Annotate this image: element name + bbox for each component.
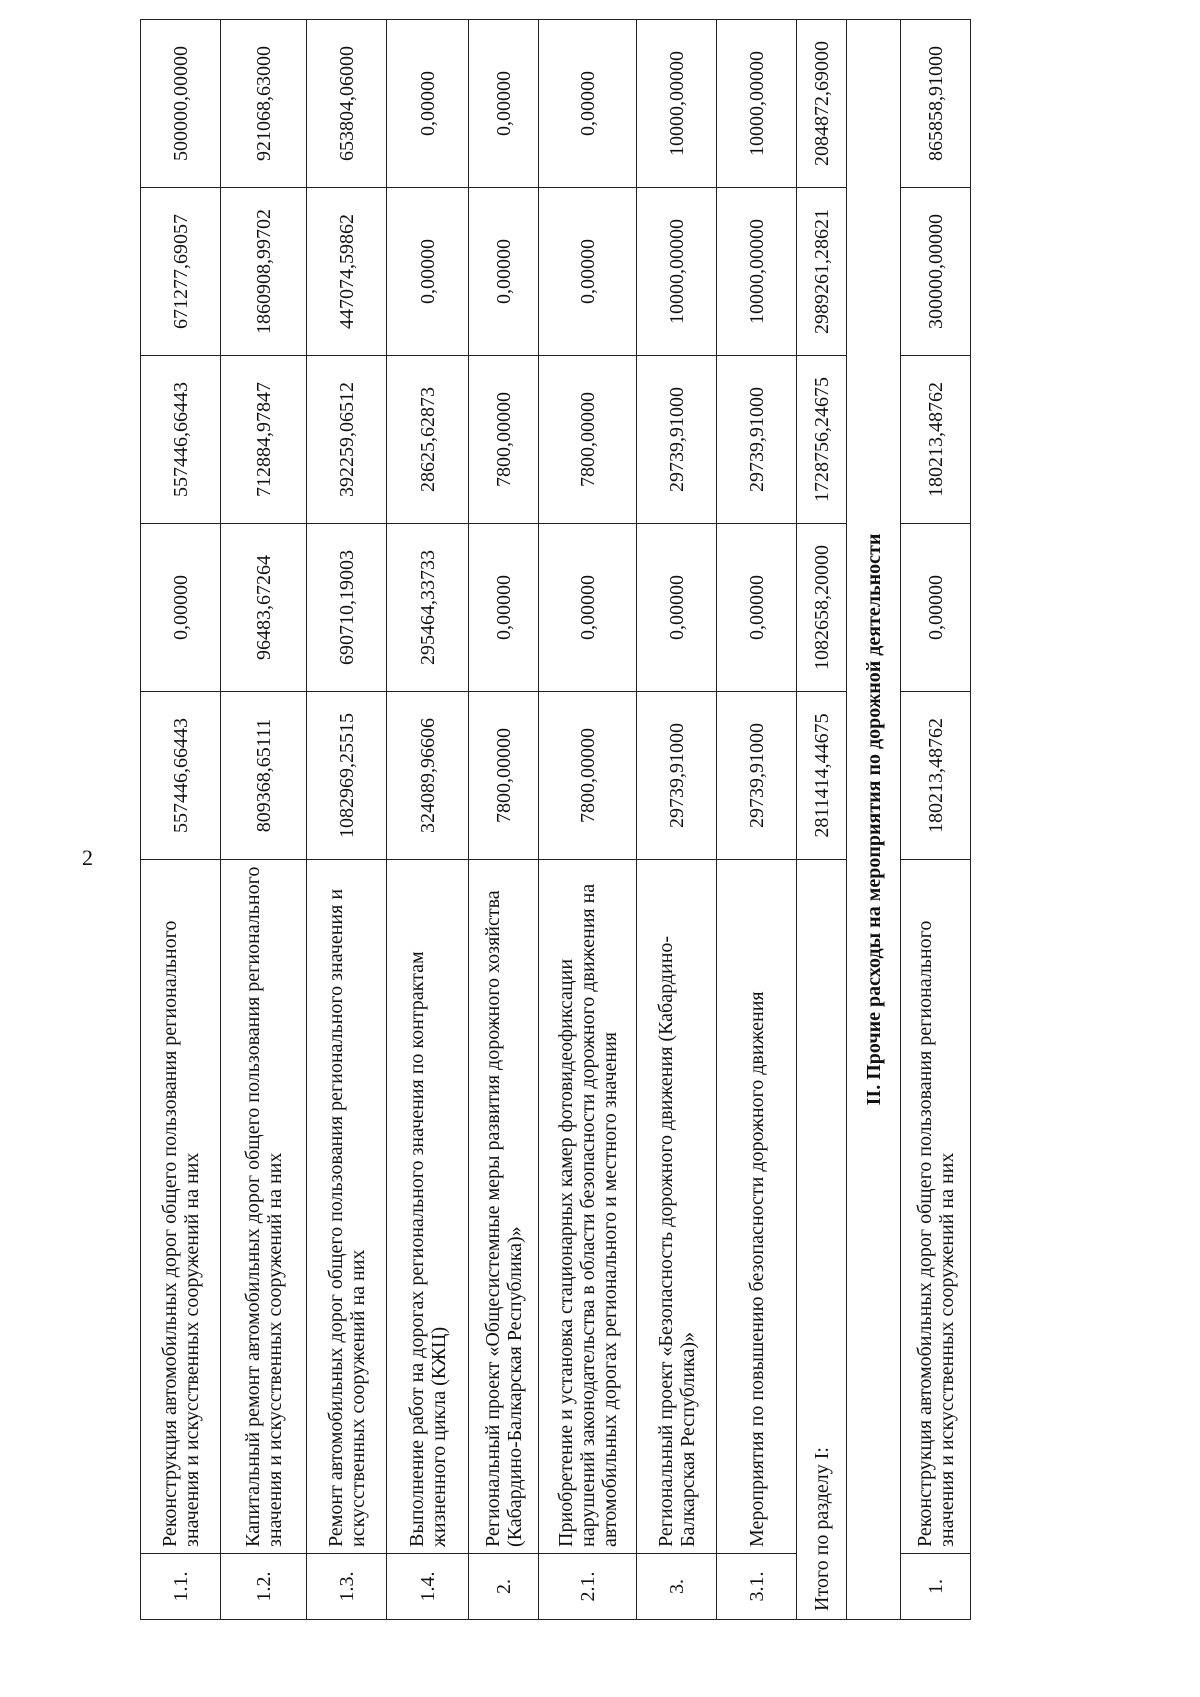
row-value: 447074,59862 [307, 188, 387, 356]
row-value: 671277,69057 [141, 188, 221, 356]
row-value: 10000,00000 [717, 188, 797, 356]
total-value: 1082658,20000 [797, 524, 847, 692]
table-row [717, 20, 797, 1620]
table-row [221, 20, 307, 1620]
row-value: 0,00000 [539, 20, 637, 188]
row-value: 500000,00000 [141, 20, 221, 188]
row-number: 1. [901, 1554, 971, 1620]
row-value: 29739,91000 [717, 356, 797, 524]
row-value: 0,00000 [539, 524, 637, 692]
row-name: Выполнение работ на дорогах регионального значения по контрактам жизненного цикла (КЖЦ) [387, 860, 469, 1554]
row-value: 0,00000 [901, 524, 971, 692]
total-label: Итого по разделу I: [797, 860, 847, 1620]
row-number: 2. [469, 1554, 539, 1620]
row-value: 653804,06000 [307, 20, 387, 188]
row-name: Приобретение и установка стационарных камер фотовидеофиксации нарушений законодательства в области безопасности дорожного движения на автомобильных дорогах регионального и местного значения [539, 860, 637, 1554]
row-number: 3.1. [717, 1554, 797, 1620]
row-value: 557446,66443 [141, 356, 221, 524]
row-value: 7800,00000 [539, 356, 637, 524]
table-row [387, 20, 469, 1620]
row-value: 809368,65111 [221, 692, 307, 860]
row-value: 28625,62873 [387, 356, 469, 524]
row-name: Капитальный ремонт автомобильных дорог общего пользования регионального значения и искусственных сооружений на них [221, 860, 307, 1554]
row-value: 712884,97847 [221, 356, 307, 524]
row-value: 29739,91000 [637, 692, 717, 860]
row-value: 96483,67264 [221, 524, 307, 692]
row-value: 10000,00000 [717, 20, 797, 188]
row-value: 7800,00000 [539, 692, 637, 860]
row-value: 180213,48762 [901, 692, 971, 860]
row-value: 0,00000 [469, 524, 539, 692]
row-number: 1.2. [221, 1554, 307, 1620]
row-value: 0,00000 [539, 188, 637, 356]
total-value: 2084872,69000 [797, 20, 847, 188]
row-value: 300000,00000 [901, 188, 971, 356]
row-value: 0,00000 [141, 524, 221, 692]
row-value: 0,00000 [717, 524, 797, 692]
table-row [307, 20, 387, 1620]
row-name: Региональный проект «Безопасность дорожного движения (Кабардино-Балкарская Республика)» [637, 860, 717, 1554]
total-value: 2989261,28621 [797, 188, 847, 356]
row-value: 557446,66443 [141, 692, 221, 860]
row-number: 2.1. [539, 1554, 637, 1620]
row-number: 1.1. [141, 1554, 221, 1620]
row-value: 921068,63000 [221, 20, 307, 188]
road-expenditure-table [140, 19, 971, 1620]
row-value: 29739,91000 [717, 692, 797, 860]
section-header-row [847, 20, 901, 1620]
row-value: 0,00000 [387, 188, 469, 356]
row-value: 1860908,99702 [221, 188, 307, 356]
row-value: 0,00000 [469, 188, 539, 356]
row-name: Мероприятия по повышению безопасности дорожного движения [717, 860, 797, 1554]
row-value: 324089,96606 [387, 692, 469, 860]
row-value: 690710,19003 [307, 524, 387, 692]
row-value: 865858,91000 [901, 20, 971, 188]
row-number: 3. [637, 1554, 717, 1620]
row-value: 10000,00000 [637, 188, 717, 356]
row-name: Ремонт автомобильных дорог общего пользования регионального значения и искусственных сооружений на них [307, 860, 387, 1554]
row-value: 7800,00000 [469, 356, 539, 524]
total-row [797, 20, 847, 1620]
row-value: 7800,00000 [469, 692, 539, 860]
page-number: 2 [82, 845, 93, 870]
section-title: II. Прочие расходы на мероприятия по дорожной деятельности [847, 20, 901, 1620]
row-value: 1082969,25515 [307, 692, 387, 860]
table-row [141, 20, 221, 1620]
row-number: 1.4. [387, 1554, 469, 1620]
table-row [637, 20, 717, 1620]
row-value: 295464,33733 [387, 524, 469, 692]
total-value: 1728756,24675 [797, 356, 847, 524]
row-value: 0,00000 [387, 20, 469, 188]
row-value: 0,00000 [469, 20, 539, 188]
table-row [469, 20, 539, 1620]
row-name: Реконструкция автомобильных дорог общего пользования регионального значения и искусственных сооружений на них [901, 860, 971, 1554]
row-value: 29739,91000 [637, 356, 717, 524]
table-row [539, 20, 637, 1620]
table-row [901, 20, 971, 1620]
row-value: 180213,48762 [901, 356, 971, 524]
total-value: 2811414,44675 [797, 692, 847, 860]
rotated-page-content [140, 20, 1140, 1620]
row-name: Региональный проект «Общесистемные меры развития дорожного хозяйства (Кабардино-Балкарская Республика)» [469, 860, 539, 1554]
row-name: Реконструкция автомобильных дорог общего пользования регионального значения и искусственных сооружений на них [141, 860, 221, 1554]
row-value: 0,00000 [637, 524, 717, 692]
row-value: 392259,06512 [307, 356, 387, 524]
row-number: 1.3. [307, 1554, 387, 1620]
row-value: 10000,00000 [637, 20, 717, 188]
